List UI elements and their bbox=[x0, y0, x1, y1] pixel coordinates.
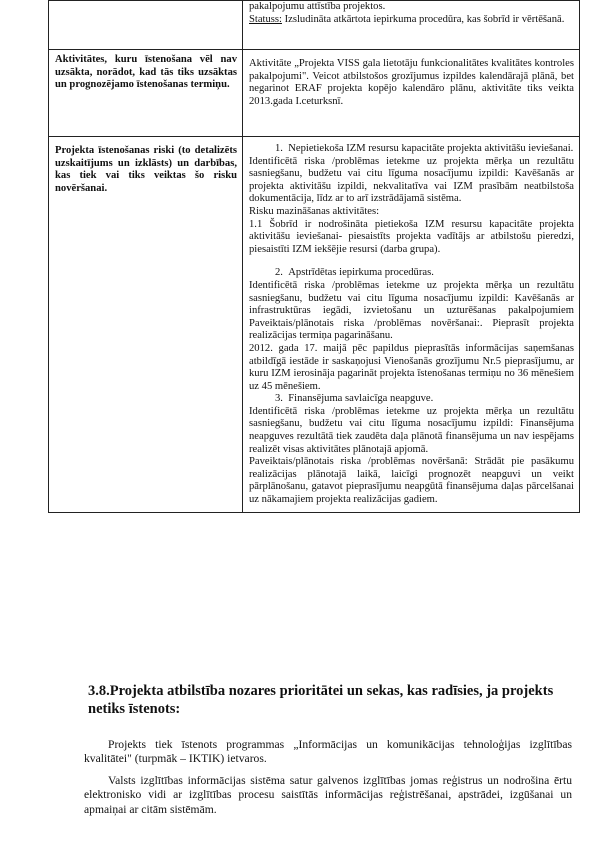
project-info-table bbox=[48, 0, 580, 513]
status-text: Izsludināta atkārtota iepirkuma procedūra, kas šobrīd ir vērtēšanā. bbox=[284, 13, 565, 25]
risk-2-impact: Identificētā riska /problēmas ietekme uz projekta mērķa un rezultātu sasniegšanu, budžetu vai citu līguma nosacījumu izpildi: Kavēšanās ar infrastruktūras iegādi, izvietošanu un uzturēšanas pakalpojumiem Paveiktais/plānotais riska /problēmas novēršanai:. Pieprasīt projekta realizācijas termiņa pagarināšanu. bbox=[249, 279, 574, 342]
text-line: pakalpojumu attīstība projektos. bbox=[249, 1, 386, 12]
risk-1-mitigation: 1.1 Šobrīd ir nodrošināta pietiekoša IZM resursu kapacitāte projekta aktivitāšu ieviešanai- piesaistīts projekta vadītājs ar atbilstošu pieredzi, piesaistīti IZM iekšējie resursi (darba grupa). bbox=[249, 218, 574, 255]
risk-1-mitigation-label: Risku mazināšanas aktivitātes: bbox=[249, 205, 380, 217]
risk-1-title: 1. Nepietiekoša IZM resursu kapacitāte projekta aktivitāšu ieviešanai. bbox=[275, 143, 574, 154]
table-cell bbox=[243, 1, 580, 50]
risk-2-title: 2. Apstrīdētas iepirkuma procedūras. bbox=[275, 267, 434, 279]
risk-3-impact: Identificētā riska /problēmas ietekme uz projekta mērķa un rezultātu sasniegšanu, budžetu vai citu līguma nosacījumu izpildi: Finansējuma neapguves rezultātā tiek zaudēta daļa plānotā finansējuma un nav iespējams realizēt visas aktivitātes plānotajā apjomā. bbox=[249, 405, 574, 455]
risk-3-title: 3. Finansējuma savlaicīga neapguve. bbox=[275, 393, 434, 405]
table-cell: Aktivitāte „Projekta VISS gala lietotāju funkcionalitātes kvalitātes kontroles pakalpojumi". Veicot atbilstošos grozījumus izpildes kalendārajā plānā, bet negarinot ERAF projekta kopējo kalendāro plānu, aktivitāte tiks veikta 2013.gada I.ceturksnī. bbox=[243, 50, 580, 137]
risk-1-impact: Identificētā riska /problēmas ietekme uz projekta mērķa un rezultātu sasniegšanu, budžetu vai citu līguma nosacījumu izpildi: Kavēšanās ar projekta aktivitāšu izpildi, nekvalitatīva vai IZM prasībām neatbilstoša dokumentācija, līdz ar to arī izstrādājamā sistēma. bbox=[249, 155, 574, 205]
section-heading: 3.8.Projekta atbilstība nozares prioritātei un sekas, kas radīsies, ja projekts netiks īstenots: bbox=[88, 683, 554, 717]
status-line bbox=[249, 14, 574, 27]
table-cell bbox=[243, 137, 580, 513]
risk-2-action: 2012. gada 17. maijā pēc papildus pieprasītās informācijas saņemšanas atbildīgā iestāde ir saskaņojusi Vienošanās grozījumu Nr.5 pieprasījumu, ar kuru IZM ierosināja pagarināt projekta īstenošanas termiņu no 36 mēnešiem uz 45 mēnešiem. bbox=[249, 342, 574, 392]
table-cell-label: Projekta īstenošanas riski (to detalizēts uzskaitījums un izklāsts) un darbības, kas tiek vai tiks veiktas šo risku novēršanai. bbox=[49, 137, 243, 513]
risk-3-action: Paveiktais/plānotais riska /problēmas novēršanā: Strādāt pie pasākumu realizācijas plānotajā laikā, laicīgi prognozēt neapguvi un veikt pārplānošanu, gatavot pieprasījumu neapgūtā finansējuma daļas pārcelšanai uz nākamajiem projekta realizācijas gadiem. bbox=[249, 456, 574, 506]
table-cell-empty bbox=[49, 1, 243, 50]
table-row bbox=[49, 137, 580, 513]
table-cell-label: Aktivitātes, kuru īstenošana vēl nav uzsākta, norādot, kad tās tiks uzsāktas un prognozējamo īstenošanas termiņu. bbox=[49, 50, 243, 137]
paragraph-2: Valsts izglītības informācijas sistēma satur galvenos izglītības jomas reģistrus un nodrošina ērtu elektronisko vidi ar izglītības procesu saistītās informācijas reģistrēšanai, apstrādei, izgūšanai un apmaiņai ar citām sistēmām. bbox=[84, 774, 572, 816]
status-label: Statuss: bbox=[249, 13, 282, 25]
table-row bbox=[49, 1, 580, 50]
table-row bbox=[49, 50, 580, 137]
paragraph-1: Projekts tiek īstenots programmas „Informācijas un komunikācijas tehnoloģijas izglītības kvalitātei" (turpmāk – IKTIK) ietvaros. bbox=[84, 738, 572, 766]
